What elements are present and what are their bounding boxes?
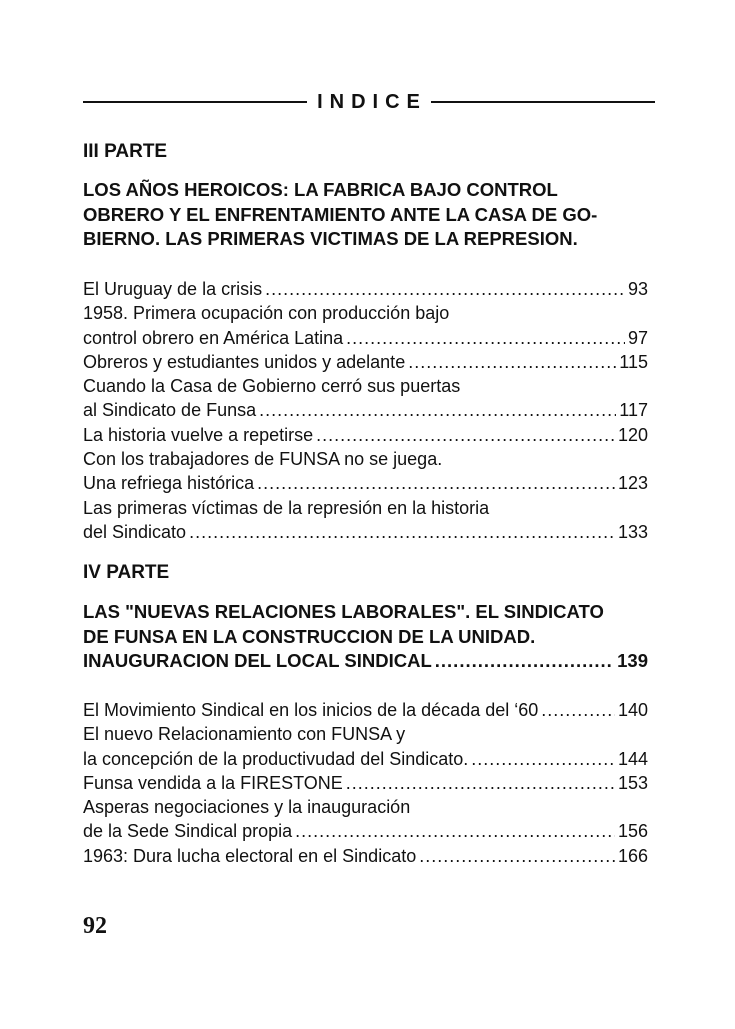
part-4-label: IV PARTE bbox=[83, 562, 170, 583]
index-title: INDICE bbox=[317, 91, 427, 113]
toc-entry[interactable] bbox=[83, 471, 648, 495]
toc-entry bbox=[83, 795, 648, 819]
toc-entry[interactable] bbox=[83, 771, 648, 795]
toc-entry-text: Asperas negociaciones y la inauguración bbox=[83, 797, 411, 818]
toc-entry[interactable] bbox=[83, 326, 648, 350]
part-4-heading-page: 139 bbox=[617, 650, 648, 671]
toc-entry-text: Obreros y estudiantes unidos y adelante bbox=[83, 351, 406, 372]
toc-entry[interactable] bbox=[83, 844, 648, 868]
part-3-heading-line: BIERNO. LAS PRIMERAS VICTIMAS DE LA REPRESION. bbox=[83, 228, 578, 249]
header-rule-right bbox=[431, 101, 655, 103]
part-4-toc bbox=[83, 698, 648, 868]
dot-leader bbox=[408, 350, 616, 374]
header-rule-left bbox=[83, 101, 307, 103]
toc-entry-page: 140 bbox=[617, 700, 648, 720]
dot-leader bbox=[295, 819, 615, 843]
toc-entry-text: al Sindicato de Funsa bbox=[83, 400, 257, 421]
toc-entry bbox=[83, 301, 648, 325]
toc-entry[interactable] bbox=[83, 520, 648, 544]
part-4-heading-line[interactable] bbox=[83, 649, 648, 674]
toc-entry-text: Cuando la Casa de Gobierno cerró sus puertas bbox=[83, 376, 461, 397]
toc-entry-page: 93 bbox=[627, 279, 648, 299]
dot-leader bbox=[259, 398, 616, 422]
toc-entry-text: Funsa vendida a la FIRESTONE bbox=[83, 772, 343, 793]
toc-entry-text: Una refriega histórica bbox=[83, 473, 255, 494]
toc-entry-page: 153 bbox=[617, 772, 648, 793]
part-3-heading-line: OBRERO Y EL ENFRENTAMIENTO ANTE LA CASA DE GO- bbox=[83, 203, 598, 225]
toc-entry-page: 123 bbox=[617, 473, 648, 494]
toc-entry-text: del Sindicato bbox=[83, 521, 187, 542]
toc-entry[interactable] bbox=[83, 698, 648, 722]
toc-entry-text: 1963: Dura lucha electoral en el Sindicato bbox=[83, 845, 417, 866]
part-4-heading-line: LAS "NUEVAS RELACIONES LABORALES". EL SINDICATO bbox=[83, 601, 604, 622]
toc-entry-page: 115 bbox=[619, 351, 648, 372]
dot-leader bbox=[265, 277, 625, 301]
toc-entry bbox=[83, 722, 648, 746]
page-number: 92 bbox=[83, 913, 107, 939]
dot-leader bbox=[435, 649, 614, 674]
part-4-heading-line: DE FUNSA EN LA CONSTRUCCION DE LA UNIDAD. bbox=[83, 625, 536, 647]
toc-entry-text: la concepción de la productivudad del Sindicato. bbox=[83, 748, 469, 769]
toc-entry-text: control obrero en América Latina bbox=[83, 327, 344, 348]
toc-entry[interactable] bbox=[83, 398, 648, 422]
dot-leader bbox=[257, 471, 615, 495]
dot-leader bbox=[189, 520, 615, 544]
toc-entry-page: 166 bbox=[617, 845, 648, 866]
dot-leader bbox=[346, 326, 625, 350]
dot-leader bbox=[471, 747, 615, 771]
toc-entry bbox=[83, 374, 648, 398]
toc-entry-page: 144 bbox=[617, 748, 648, 769]
dot-leader bbox=[346, 771, 615, 795]
toc-entry[interactable] bbox=[83, 423, 648, 447]
toc-entry-page: 117 bbox=[619, 400, 648, 421]
toc-entry-text: El nuevo Relacionamiento con FUNSA y bbox=[83, 724, 406, 745]
toc-entry-text: Las primeras víctimas de la represión en la historia bbox=[83, 497, 490, 518]
part-3-label: III PARTE bbox=[83, 141, 168, 162]
dot-leader bbox=[541, 698, 615, 722]
toc-entry-page: 156 bbox=[617, 821, 648, 842]
dot-leader bbox=[419, 844, 615, 868]
part-4-heading bbox=[83, 600, 655, 674]
toc-entry-text: 1958. Primera ocupación con producción bajo bbox=[83, 303, 450, 324]
toc-entry bbox=[83, 447, 648, 471]
toc-entry-text: de la Sede Sindical propia bbox=[83, 821, 293, 842]
toc-entry[interactable] bbox=[83, 819, 648, 843]
part-4-heading-last: INAUGURACION DEL LOCAL SINDICAL bbox=[83, 650, 432, 671]
toc-entry-page: 97 bbox=[627, 327, 648, 348]
index-header bbox=[83, 90, 655, 114]
part-3-heading-line: LOS AÑOS HEROICOS: LA FABRICA BAJO CONTROL bbox=[83, 179, 558, 200]
toc-entry-text: La historia vuelve a repetirse bbox=[83, 424, 314, 445]
toc-entry[interactable] bbox=[83, 277, 648, 301]
toc-entry[interactable] bbox=[83, 350, 648, 374]
toc-entry-text: El Uruguay de la crisis bbox=[83, 279, 263, 299]
toc-entry bbox=[83, 496, 648, 520]
part-3-heading bbox=[83, 178, 655, 252]
dot-leader bbox=[316, 423, 615, 447]
toc-entry-text: Con los trabajadores de FUNSA no se juega. bbox=[83, 449, 443, 470]
toc-entry[interactable] bbox=[83, 747, 648, 771]
toc-entry-text: El Movimiento Sindical en los inicios de la década del ‘60 bbox=[83, 700, 539, 720]
toc-entry-page: 120 bbox=[617, 424, 648, 445]
toc-entry-page: 133 bbox=[617, 521, 648, 542]
part-3-toc bbox=[83, 277, 648, 544]
